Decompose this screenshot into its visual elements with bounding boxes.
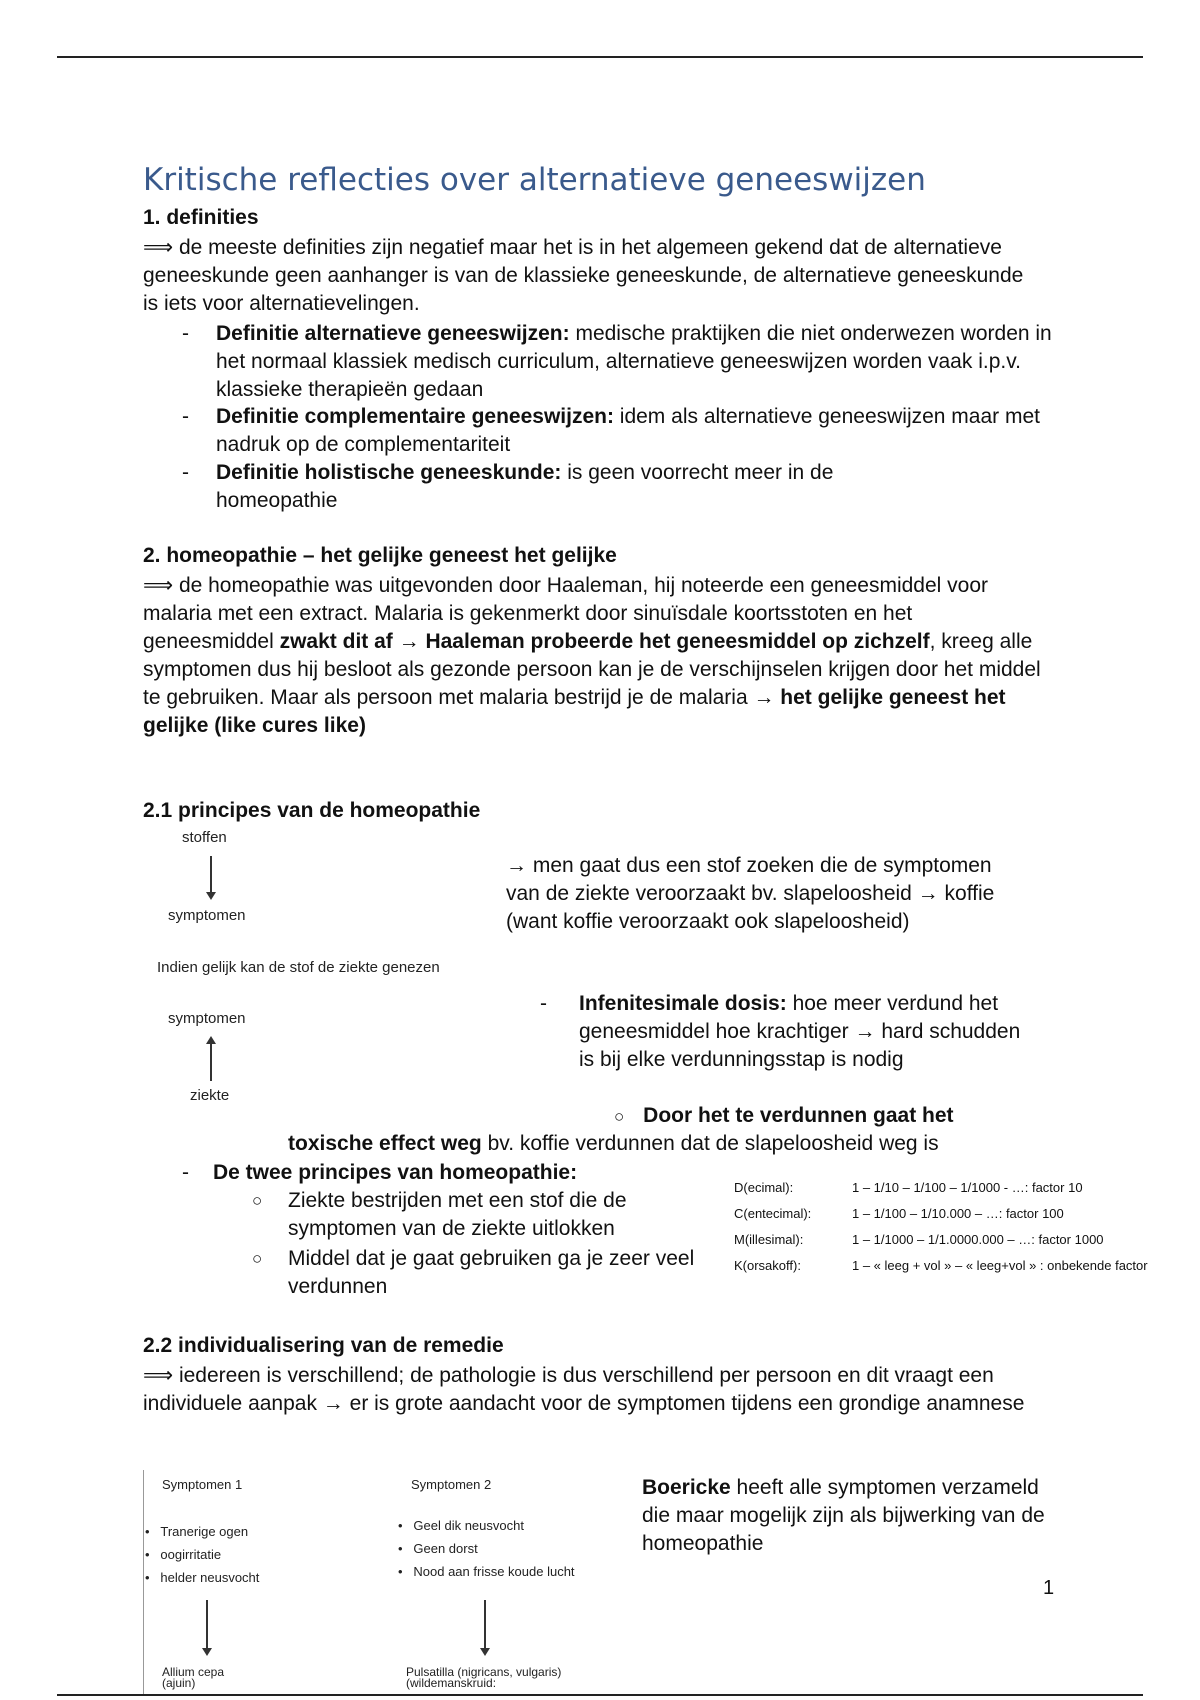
potency-label: K(orsakoff): [734, 1257, 801, 1273]
potency-row [734, 1174, 1148, 1200]
potency-value: 1 – 1/1000 – 1/1.0000.000 – …: factor 1000 [852, 1231, 1104, 1247]
section-2-1-heading: 2.1 principes van de homeopathie [143, 799, 481, 822]
dash-bullet-icon: - [182, 461, 189, 484]
diagram-border [143, 1470, 144, 1694]
arrow-down-icon [210, 856, 212, 894]
section-1-intro: ⟹ de meeste definities zijn negatief maar het is in het algemeen gekend dat de alternatieve geneeskunde geen aanhanger is van de klassieke geneeskunde, de alternatieve geneeskunde is iets voor alternatievelingen. [143, 236, 1024, 315]
dilution-text: bv. koffie verdunnen dat de slapeloosheid weg is [481, 1132, 939, 1155]
footer-rule [57, 1694, 1143, 1696]
list-item: • helder neusvocht [145, 1570, 260, 1585]
symptoms-1-list [145, 1520, 259, 1589]
diagram-stoffen: stoffen [182, 829, 227, 846]
dash-bullet-icon: - [182, 405, 189, 428]
principle-item-1 [252, 1187, 712, 1243]
definition-text: medische praktijken die niet onderwezen worden in het normaal klassiek medisch curriculum, alternatieve geneeswijzen worden vaak i.p.v. klassieke therapieën gedaan [216, 322, 1052, 401]
infinitesimal-text: hoe meer verdund het geneesmiddel hoe krachtiger → hard schudden is bij elke verdunningsstap is nodig [579, 992, 1021, 1071]
section-2-paragraph [143, 572, 1043, 740]
header-rule [57, 56, 1143, 58]
potency-label: M(illesimal): [734, 1231, 804, 1247]
definition-text: idem als alternatieve geneeswijzen maar met nadruk op de complementariteit [216, 405, 1040, 456]
potency-value: 1 – « leeg + vol » – « leeg+vol » : onbekende factor [852, 1257, 1148, 1273]
potency-row [734, 1226, 1148, 1252]
definition-bullet-3 [182, 459, 942, 515]
symptoms-1-title: Symptomen 1 [162, 1477, 243, 1492]
definition-text: is geen voorrecht meer in de homeopathie [216, 461, 834, 512]
dilution-continuation [288, 1130, 939, 1158]
principles-heading: De twee principes van homeopathie: [213, 1161, 578, 1184]
principle-item-2 [252, 1245, 712, 1301]
diagram-ziekte: ziekte [190, 1087, 230, 1104]
dash-bullet-icon: - [182, 322, 189, 345]
dilution-bold-continued: toxische effect weg [288, 1132, 482, 1155]
symptoms-2-remedy: Pulsatilla (nigricans, vulgaris) (wildemanskruid: [406, 1665, 562, 1690]
potency-table [734, 1174, 1148, 1278]
principle-explanation: → men gaat dus een stof zoeken die de symptomen van de ziekte veroorzaakt bv. slapeloosheid → koffie (want koffie veroorzaakt ook slapeloosheid) [506, 854, 995, 933]
boericke-text: heeft alle symptomen verzameld die maar mogelijk zijn als bijwerking van de homeopathie [642, 1476, 1045, 1555]
paragraph-bold: zwakt dit af → Haaleman probeerde het geneesmiddel op zichzelf [279, 630, 930, 653]
list-item-text: Geel dik neusvocht [413, 1518, 524, 1533]
potency-label: C(entecimal): [734, 1205, 812, 1221]
arrow-up-icon [210, 1043, 212, 1081]
section-2-2-heading: 2.2 individualisering van de remedie [143, 1334, 504, 1357]
symptoms-1-remedy: Allium cepa (ajuin) [162, 1665, 225, 1690]
list-item-text: oogirritatie [160, 1547, 222, 1562]
principles-heading-bullet [182, 1159, 577, 1187]
dilution-circle-bullet [614, 1102, 954, 1131]
circle-bullet-icon: ○ [252, 1191, 263, 1210]
principle-text: Ziekte bestrijden met een stof die de symptomen van de ziekte uitlokken [288, 1189, 627, 1240]
paragraph-bold: het gelijke geneest het gelijke (like cures like) [143, 686, 1006, 737]
potency-value: 1 – 1/100 – 1/10.000 – …: factor 100 [852, 1205, 1064, 1221]
page-title: Kritische reflecties over alternatieve geneeswijzen [143, 162, 926, 198]
list-item-text: Tranerige ogen [160, 1524, 249, 1539]
list-item-text: Nood aan frisse koude lucht [413, 1564, 575, 1579]
potency-value: 1 – 1/10 – 1/100 – 1/1000 - …: factor 10 [852, 1179, 1083, 1195]
definition-term: Definitie complementaire geneeswijzen: [216, 405, 614, 428]
list-item: • Nood aan frisse koude lucht [398, 1564, 575, 1579]
boericke-note [642, 1474, 1062, 1558]
diagram-symptomen-top: symptomen [168, 907, 246, 924]
definition-bullet-2 [182, 403, 1062, 459]
arrow-down-icon [484, 1600, 486, 1650]
potency-row [734, 1252, 1148, 1278]
circle-bullet-icon: ○ [614, 1107, 644, 1126]
arrow-head-down-icon [480, 1648, 490, 1656]
dash-bullet-icon: - [182, 1161, 189, 1184]
potency-row [734, 1200, 1148, 1226]
paragraph-text: , kreeg alle symptomen dus hij besloot als gezonde persoon kan je de verschijnselen krijgen door het middel te gebruiken. Maar als persoon met malaria bestrijd je de malaria → [143, 630, 1041, 709]
infinitesimal-bullet [540, 990, 1040, 1074]
list-item: • Geel dik neusvocht [398, 1518, 524, 1533]
definition-bullet-1 [182, 320, 1062, 404]
dash-bullet-icon: - [540, 992, 547, 1015]
arrow-head-down-icon [202, 1648, 212, 1656]
list-item: • oogirritatie [145, 1547, 222, 1562]
infinitesimal-term: Infenitesimale dosis: [579, 992, 787, 1015]
definition-term: Definitie holistische geneeskunde: [216, 461, 562, 484]
section-1-heading: 1. definities [143, 206, 259, 229]
page-number: 1 [1043, 1577, 1055, 1599]
section-2-2-paragraph: ⟹ iedereen is verschillend; de pathologie is dus verschillend per persoon en dit vraagt een individuele aanpak → er is grote aandacht voor de symptomen tijdens een grondige anamnese [143, 1364, 1025, 1415]
section-2-heading: 2. homeopathie – het gelijke geneest het gelijke [143, 544, 617, 567]
list-item-text: helder neusvocht [160, 1570, 260, 1585]
diagram-middle-text: Indien gelijk kan de stof de ziekte genezen [157, 959, 440, 976]
symptoms-2-title: Symptomen 2 [411, 1477, 492, 1492]
diagram-symptomen-bottom: symptomen [168, 1010, 246, 1027]
principle-text: Middel dat je gaat gebruiken ga je zeer veel verdunnen [288, 1247, 695, 1298]
paragraph-text: ⟹ de homeopathie was uitgevonden door Haaleman, hij noteerde een geneesmiddel voor malaria met een extract. Malaria is gekenmerkt door sinuïsdale koortsstoten en het geneesmiddel [143, 574, 988, 653]
dilution-bold: Door het te verdunnen gaat het [643, 1104, 954, 1127]
symptoms-2-list [398, 1514, 575, 1583]
arrow-down-icon [206, 1600, 208, 1650]
list-item: • Tranerige ogen [145, 1524, 249, 1539]
list-item: • Geen dorst [398, 1541, 478, 1556]
circle-bullet-icon: ○ [252, 1249, 263, 1268]
potency-label: D(ecimal): [734, 1179, 794, 1195]
arrow-head-down-icon [206, 892, 216, 900]
definition-term: Definitie alternatieve geneeswijzen: [216, 322, 570, 345]
boericke-name: Boericke [642, 1476, 731, 1499]
list-item-text: Geen dorst [413, 1541, 478, 1556]
